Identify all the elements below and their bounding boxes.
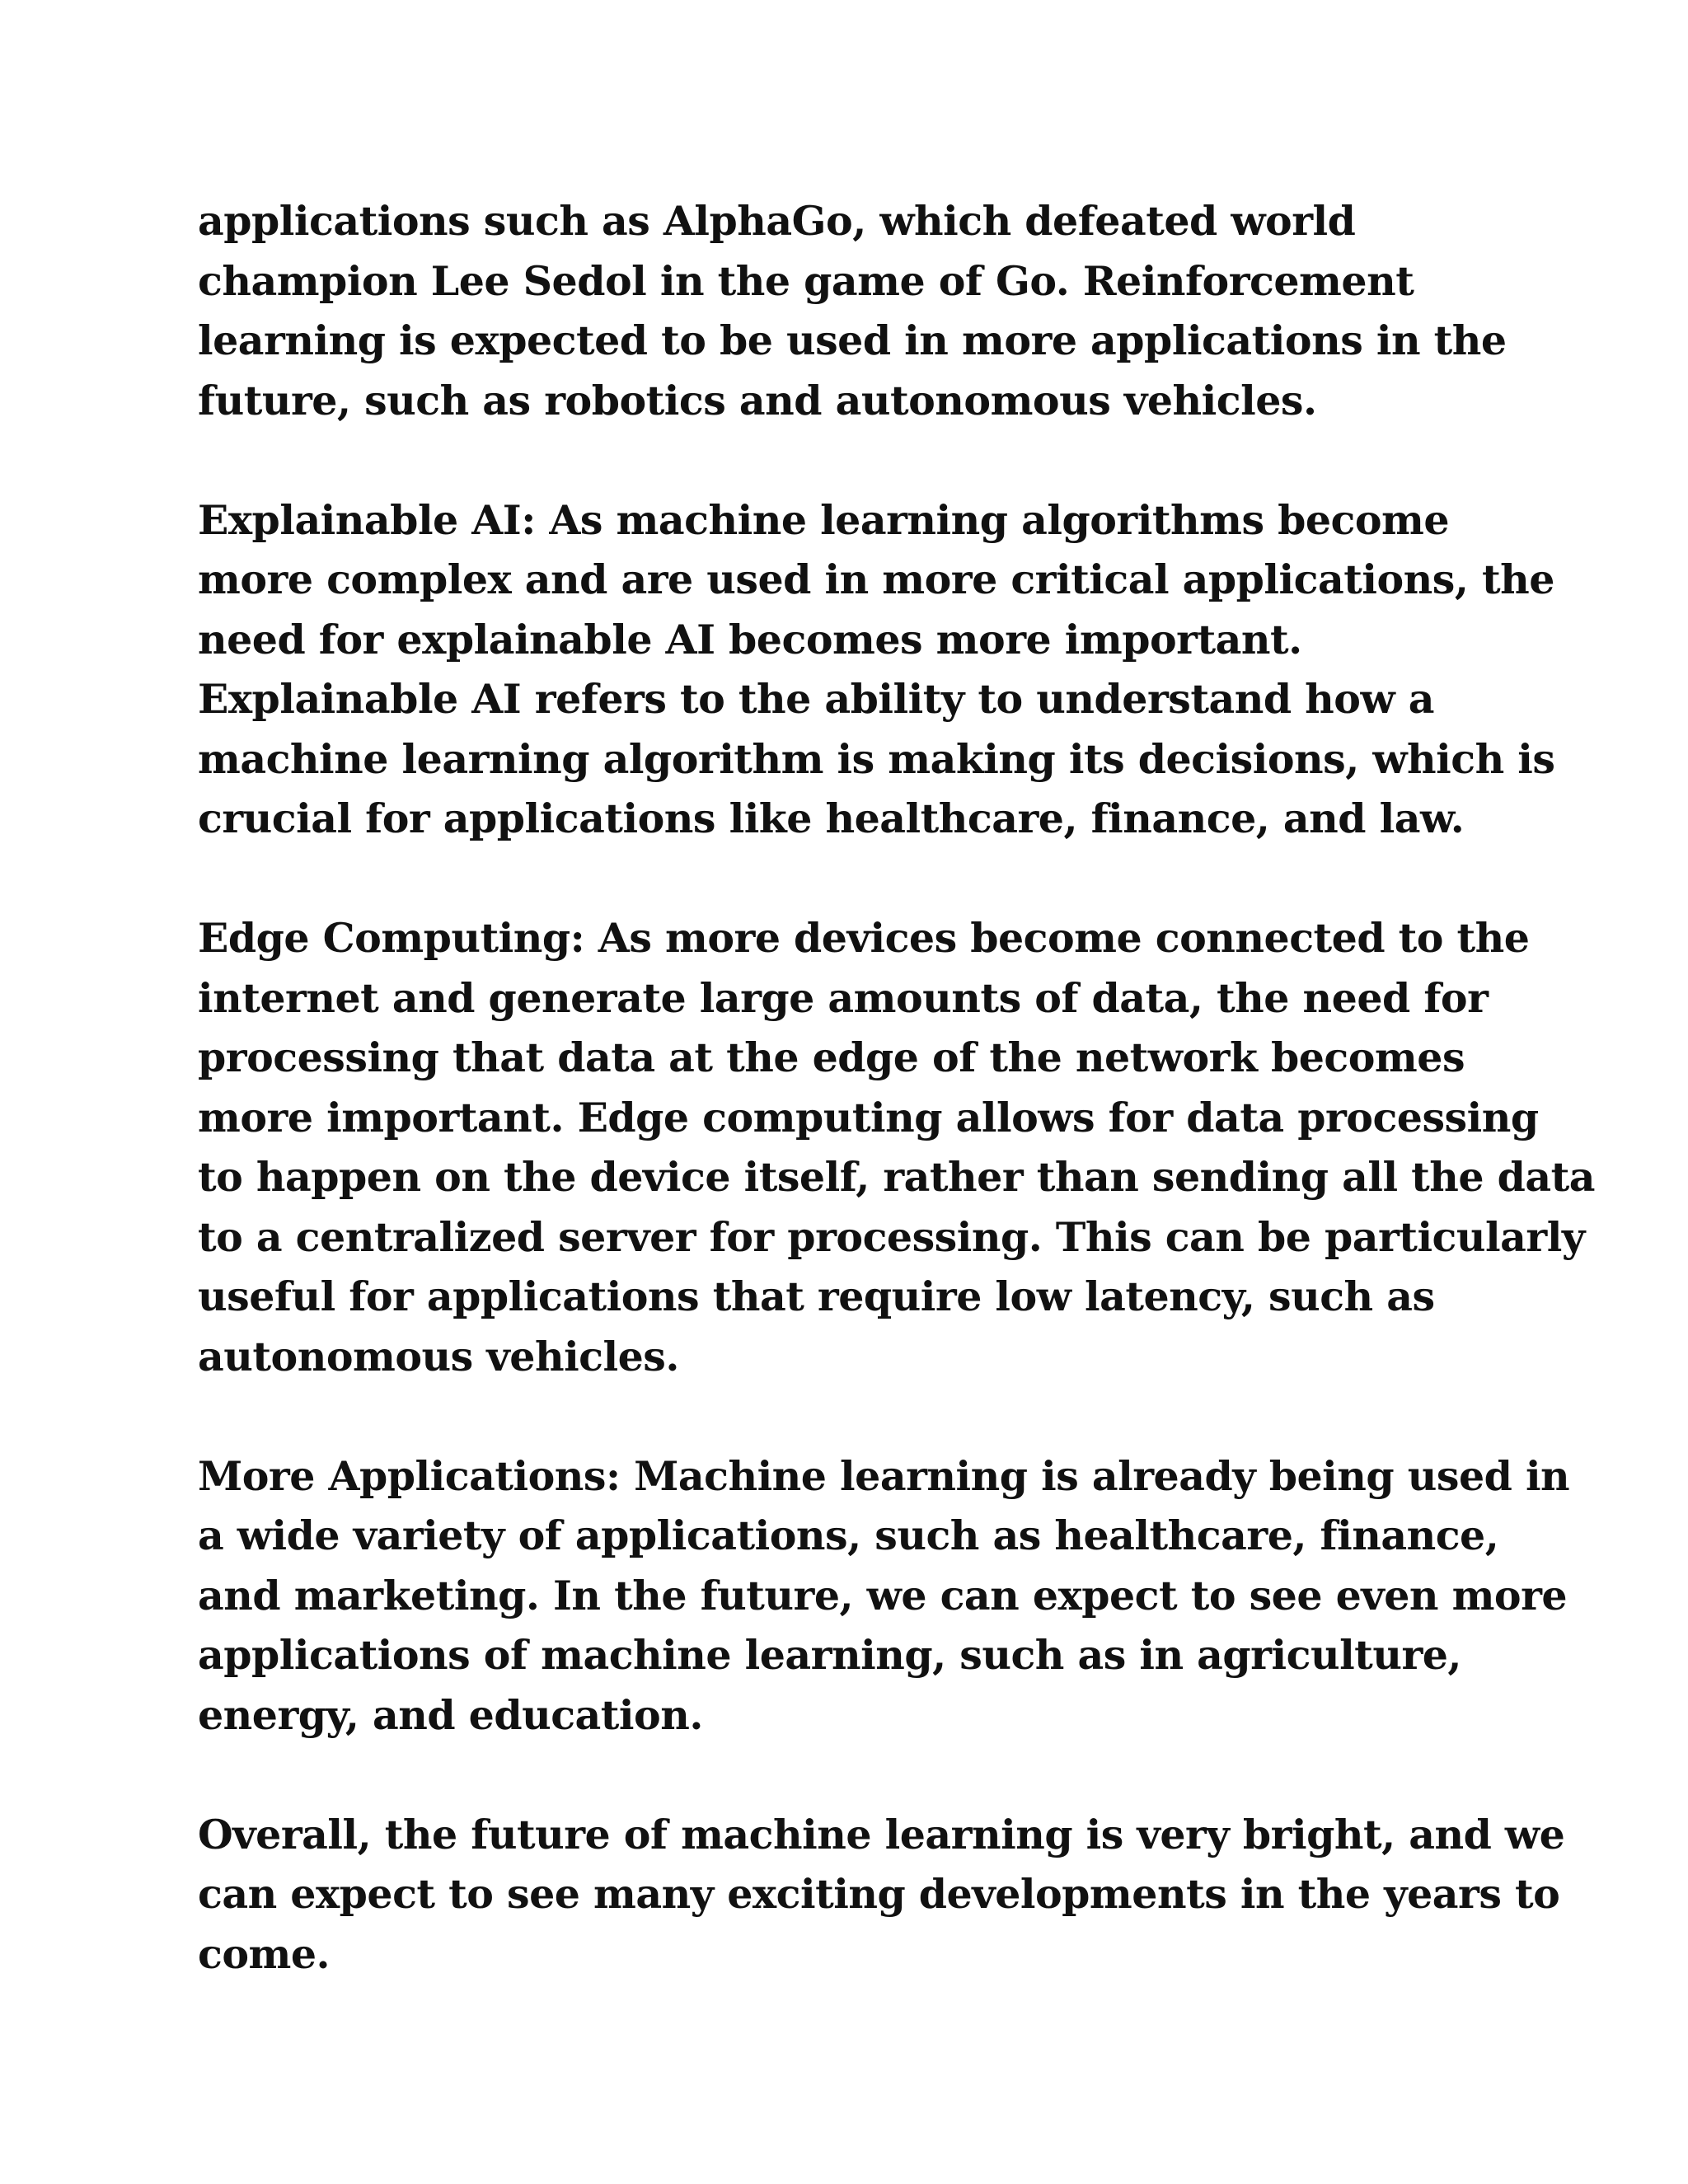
- text-line: internet and generate large amounts of data, the need for: [198, 973, 1489, 1022]
- text-line: and marketing. In the future, we can expect to see even more: [198, 1571, 1568, 1619]
- text-line: Explainable AI: As machine learning algorithms become: [198, 495, 1450, 544]
- text-line: crucial for applications like healthcare, finance, and law.: [198, 794, 1465, 842]
- text-line: more important. Edge computing allows for data processing: [198, 1093, 1539, 1141]
- text-line: come.: [198, 1929, 331, 1978]
- text-line: processing that data at the edge of the network becomes: [198, 1033, 1465, 1081]
- text-line: more complex and are used in more critical applications, the: [198, 555, 1554, 603]
- text-line: a wide variety of applications, such as healthcare, finance,: [198, 1511, 1499, 1559]
- document-body: [198, 191, 1596, 1984]
- text-line: More Applications: Machine learning is already being used in: [198, 1451, 1570, 1500]
- paragraph-edge-computing: [198, 908, 1596, 1386]
- text-line: can expect to see many exciting developments in the years to: [198, 1870, 1560, 1918]
- text-line: Explainable AI refers to the ability to understand how a: [198, 675, 1434, 723]
- text-line: champion Lee Sedol in the game of Go. Reinforcement: [198, 256, 1414, 305]
- text-line: applications such as AlphaGo, which defeated world: [198, 197, 1356, 245]
- paragraph-more-applications: [198, 1446, 1570, 1746]
- text-line: learning is expected to be used in more applications in the: [198, 316, 1507, 364]
- text-line: autonomous vehicles.: [198, 1332, 679, 1380]
- text-line: need for explainable AI becomes more important.: [198, 615, 1302, 663]
- text-line: machine learning algorithm is making its decisions, which is: [198, 734, 1555, 783]
- text-line: useful for applications that require low latency, such as: [198, 1272, 1435, 1320]
- text-line: to happen on the device itself, rather than sending all the data: [198, 1153, 1596, 1201]
- text-line: to a centralized server for processing. This can be particularly: [198, 1212, 1585, 1261]
- text-line: applications of machine learning, such as in agriculture,: [198, 1631, 1461, 1679]
- paragraph-reinforcement-learning: [198, 191, 1517, 430]
- text-line: Edge Computing: As more devices become connected to the: [198, 914, 1530, 962]
- paragraph-overall: [198, 1805, 1565, 1985]
- text-line: energy, and education.: [198, 1690, 703, 1739]
- paragraph-explainable-ai: [198, 490, 1555, 849]
- text-line: future, such as robotics and autonomous vehicles.: [198, 376, 1317, 424]
- text-line: Overall, the future of machine learning is very bright, and we: [198, 1810, 1565, 1858]
